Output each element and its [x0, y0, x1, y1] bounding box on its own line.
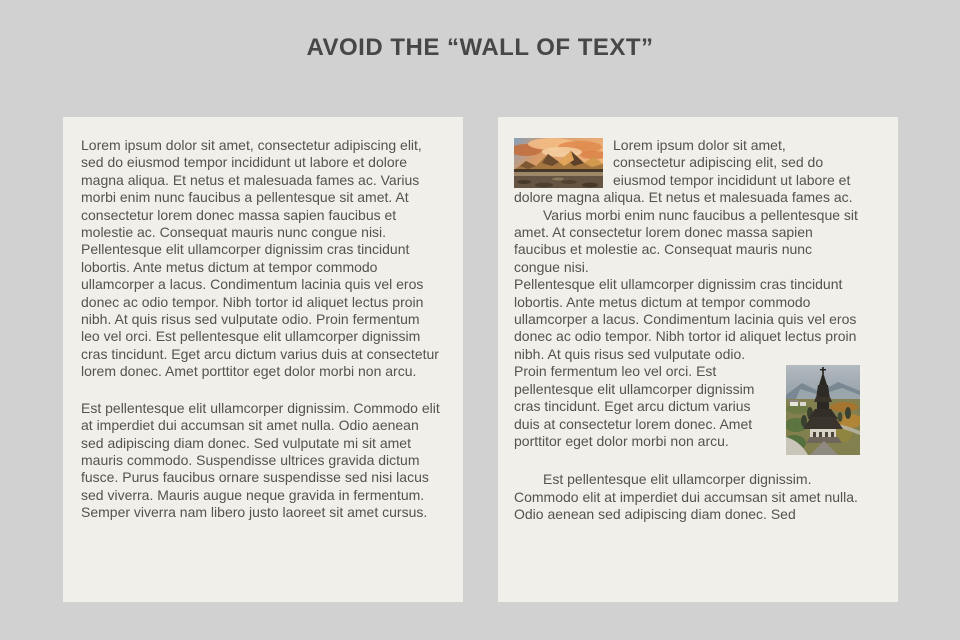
body-paragraph: Est pellentesque elit ullamcorper dignissim. Commodo elit at imperdiet dui accumsan sit amet nulla. Odio aenean sed adipiscing diam donec. Sed: [514, 471, 858, 523]
broken-up-text-panel: [498, 117, 898, 602]
body-paragraph: Pellentesque elit ullamcorper dignissim cras tincidunt lobortis. Ante metus dictum at tempor commodo ullamcorper a lacus. Condimentum lacinia quis vel eros donec ac odio tempor. Nibh tortor id aliquet lectus proin nibh. At quis risus sed vulputate odio.: [514, 276, 857, 362]
wooden-church-photo: [786, 365, 860, 455]
body-paragraph: Lorem ipsum dolor sit amet, consectetur adipiscing elit, sed do eiusmod tempor incididunt ut labore et dolore magna aliqua. Et netus et malesuada fames ac.: [514, 137, 853, 206]
wall-of-text-panel: [63, 117, 463, 602]
mountain-sunset-photo: [514, 138, 603, 188]
body-paragraph: Lorem ipsum dolor sit amet, consectetur adipiscing elit, sed do eiusmod tempor incididunt ut labore et dolore magna aliqua. Et netus et malesuada fames ac. Varius morbi enim nunc faucibus a pellentesque sit amet. At consectetur lorem donec massa sapien faucibus et molestie ac. Consequat mauris nunc congue nisi. Pellentesque elit ullamcorper dignissim cras tincidunt lobortis. Ante metus dictum at tempor commodo ullamcorper a lacus. Condimentum lacinia quis vel eros donec ac odio tempor. Nibh tortor id aliquet lectus proin nibh. At quis risus sed vulputate odio. Proin fermentum leo vel orci. Est pellentesque elit ullamcorper dignissim cras tincidunt. Eget arcu dictum varius duis at consectetur lorem donec. Amet porttitor eget dolor morbi non arcu.: [81, 137, 439, 380]
slide-title: AVOID THE “WALL OF TEXT”: [306, 34, 654, 61]
body-paragraph: Proin fermentum leo vel orci. Est pellentesque elit ullamcorper dignissim cras tincidunt. Eget arcu dictum varius duis at consectetur lorem donec. Amet porttitor eget dolor morbi non arcu.: [514, 363, 755, 449]
body-paragraph: Est pellentesque elit ullamcorper dignissim. Commodo elit at imperdiet dui accumsan sit amet nulla. Odio aenean sed adipiscing diam donec. Sed vulputate mi sit amet mauris commodo. Suspendisse ultrices gravida dictum fusce. Purus faucibus ornare suspendisse sed nisi lacus sed viverra. Mauris augue neque gravida in fermentum. Semper viverra nam libero justo laoreet sit amet cursus.: [81, 399, 440, 521]
body-paragraph: Varius morbi enim nunc faucibus a pellentesque sit amet. At consectetur lorem donec massa sapien faucibus et molestie ac. Consequat mauris nunc congue nisi.: [514, 206, 858, 275]
